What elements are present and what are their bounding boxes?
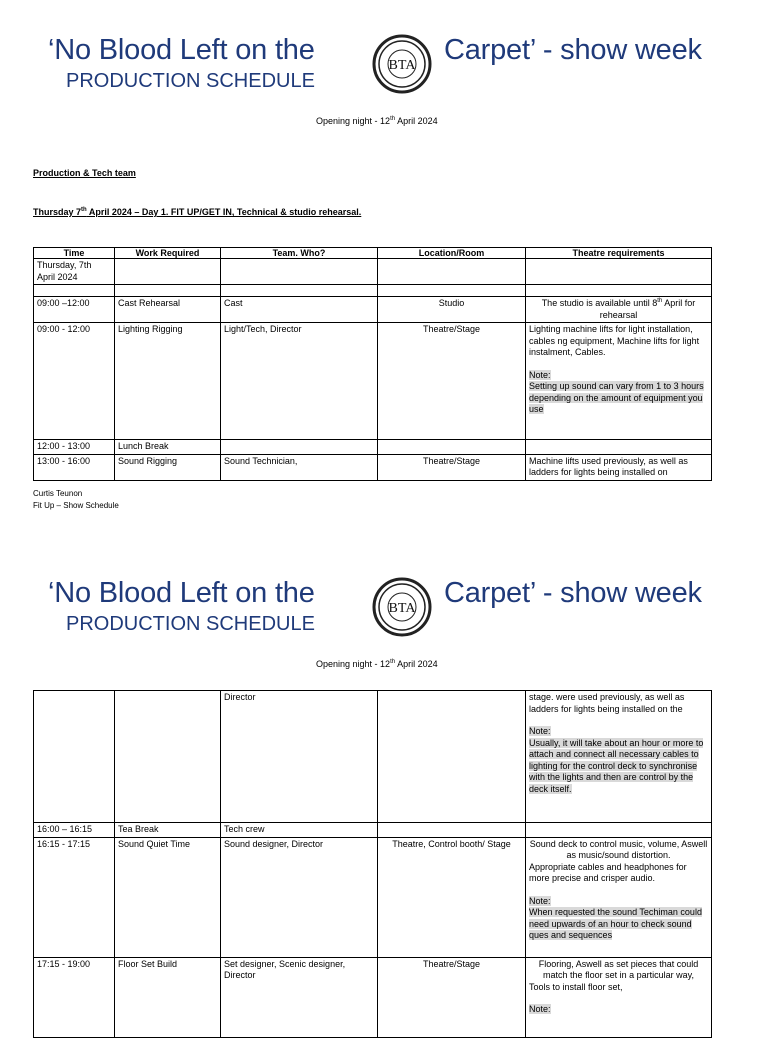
note-text: When requested the sound Techiman could need upwards of an hour to check sound ques and sequences [529,907,702,940]
cell-work: Lunch Break [115,440,221,455]
cell-team: Director [221,691,378,823]
cell-location: Theatre/Stage [378,957,526,1037]
bta-logo [372,34,432,94]
footer-name: Curtis Teunon [33,489,83,498]
title-right: Carpet’ - show week [444,577,702,609]
title-left: ‘No Blood Left on the [48,34,315,66]
cell-time: 09:00 - 12:00 [34,323,115,440]
col-header-work: Work Required [115,248,221,259]
schedule-table-1 [33,247,712,481]
cell-time: 16:15 - 17:15 [34,837,115,957]
note-label: Note: [529,726,551,736]
col-header-location: Location/Room [378,248,526,259]
cell-work: Sound Quiet Time [115,837,221,957]
footer [33,488,119,512]
cell-work: Cast Rehearsal [115,297,221,323]
footer-doc: Fit Up – Show Schedule [33,501,119,510]
cell-location: Studio [378,297,526,323]
cell-time [34,691,115,823]
cell-team: Sound designer, Director [221,837,378,957]
cell-work: Sound Rigging [115,454,221,480]
cell-team: Light/Tech, Director [221,323,378,440]
opening-night: Opening night - 12th April 2024 [316,116,438,126]
cell-requirements [526,823,712,838]
table-row [34,440,712,455]
table-row [34,323,712,440]
logo-text: BTA [388,601,416,616]
cell-requirements [526,285,712,297]
table-row [34,285,712,297]
cell-team: Set designer, Scenic designer, Director [221,957,378,1037]
cell-location [378,691,526,823]
note-text: Usually, it will take about an hour or more to attach and connect all necessary cables to lighting for the control deck to synchronise with the lights and then are control by the deck itself. [529,737,704,794]
col-header-team: Team. Who? [221,248,378,259]
col-header-requirements: Theatre requirements [526,248,712,259]
cell-time: 12:00 - 13:00 [34,440,115,455]
table-row [34,837,712,957]
subtitle: PRODUCTION SCHEDULE [66,70,315,92]
cell-work: Lighting Rigging [115,323,221,440]
cell-team [221,259,378,285]
cell-requirements [526,957,712,1037]
opening-night: Opening night - 12th April 2024 [316,659,438,669]
requirements-text: Appropriate cables and headphones for more precise and crisper audio. [529,861,687,883]
cell-requirements: Machine lifts used previously, as well as ladders for lights being installed on [526,454,712,480]
title-left: ‘No Blood Left on the [48,577,315,609]
cell-requirements [526,323,712,440]
requirements-text-centered: Flooring, Aswell as set pieces that could match the floor set in a particular way, [538,958,699,980]
table-row [34,957,712,1037]
cell-location [378,823,526,838]
cell-location: Theatre/Stage [378,454,526,480]
cell-time: 09:00 –12:00 [34,297,115,323]
cell-team [221,285,378,297]
table-row [34,823,712,838]
requirements-text: Tools to install floor set, [529,981,623,992]
note-label: Note: [529,369,551,380]
logo-text: BTA [388,58,416,73]
team-heading: Production & Tech team [33,168,136,178]
col-header-time: Time [34,248,115,259]
title-right: Carpet’ - show week [444,34,702,66]
cell-work: Floor Set Build [115,957,221,1037]
cell-work [115,691,221,823]
cell-location: Theatre/Stage [378,323,526,440]
cell-location: Theatre, Control booth/ Stage [378,837,526,957]
note-label: Note: [529,1004,551,1014]
note-text: Setting up sound can vary from 1 to 3 hours depending on the amount of equipment you use [529,381,704,414]
requirements-text: Lighting machine lifts for light installation, cables ng equipment, Machine lifts for light instalment, Cables. [529,324,700,357]
cell-requirements: The studio is available until 8th April for rehearsal [526,297,712,323]
cell-time: 16:00 – 16:15 [34,823,115,838]
cell-location [378,285,526,297]
table-row [34,297,712,323]
table-header-row [34,248,712,259]
cell-location [378,440,526,455]
note-label: Note: [529,895,551,906]
cell-time: 17:15 - 19:00 [34,957,115,1037]
cell-team: Tech crew [221,823,378,838]
cell-work [115,285,221,297]
cell-work [115,259,221,285]
cell-location [378,259,526,285]
requirements-text-centered: Sound deck to control music, volume, Aswell as music/sound distortion. [529,838,708,860]
cell-requirements [526,837,712,957]
table-row [34,259,712,285]
subtitle: PRODUCTION SCHEDULE [66,613,315,635]
cell-requirements [526,440,712,455]
cell-time: Thursday, 7th April 2024 [34,259,115,285]
requirements-text: stage. were used previously, as well as ladders for lights being installed on the [529,692,685,714]
cell-requirements [526,259,712,285]
cell-work: Tea Break [115,823,221,838]
cell-team: Sound Technician, [221,454,378,480]
cell-requirements [526,691,712,823]
cell-time: 13:00 - 16:00 [34,454,115,480]
table-row [34,691,712,823]
cell-team [221,440,378,455]
day-heading: Thursday 7th April 2024 – Day 1. FIT UP/GET IN, Technical & studio rehearsal. [33,207,362,217]
table-row [34,454,712,480]
schedule-table-2 [33,690,712,1038]
cell-team: Cast [221,297,378,323]
cell-time [34,285,115,297]
bta-logo [372,577,432,637]
